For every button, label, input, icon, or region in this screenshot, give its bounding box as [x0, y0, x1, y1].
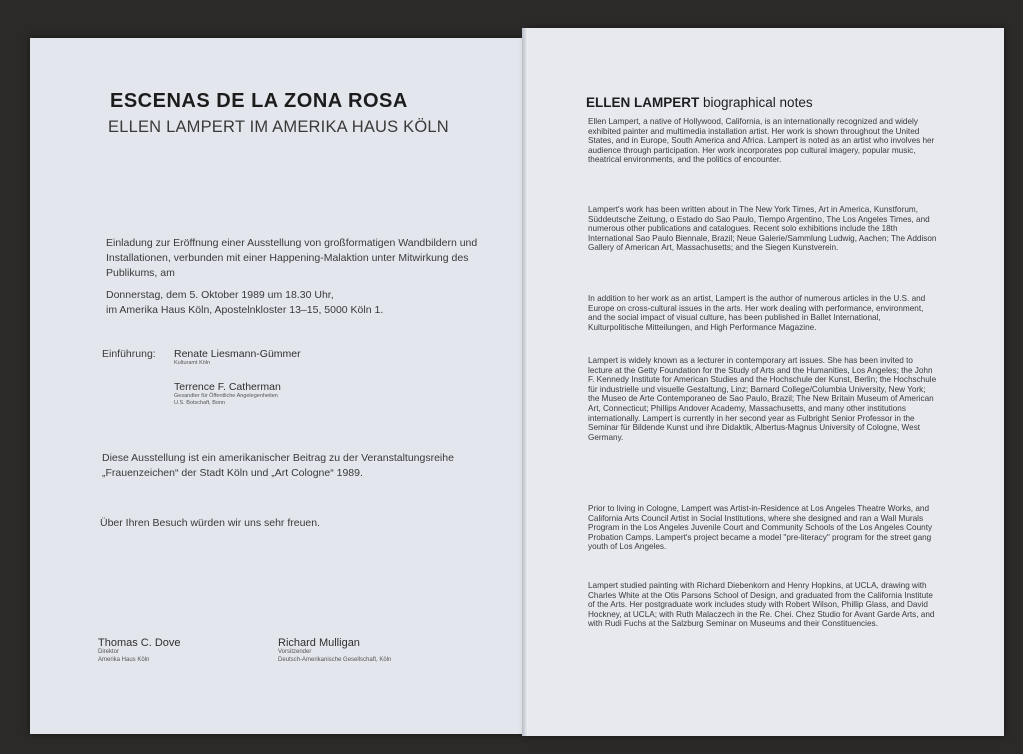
exhibition-subtitle: ELLEN LAMPERT IM AMERIKA HAUS KÖLN — [108, 118, 449, 136]
bio-paragraph: Ellen Lampert, a native of Hollywood, California, is an internationally recognized and widely exhibited painter and multimedia installation artist. Her work is shown throughout the United States, and in Europe, South America and Africa. Lampert is noted as an artist who involves her audience through participation. Her work incorporates pop cultural imagery, popular music, theatrical environments, and the politics of encounter. — [588, 117, 935, 165]
exhibition-title: ESCENAS DE LA ZONA ROSA — [110, 90, 408, 112]
bio-title — [586, 95, 813, 110]
intro-label: Einführung: — [102, 348, 156, 360]
speaker — [174, 348, 301, 367]
speaker-role-2: U.S. Botschaft, Bonn — [174, 400, 226, 406]
date-place — [106, 288, 506, 318]
signature — [278, 637, 391, 664]
signature-name: Thomas C. Dove — [98, 637, 181, 649]
signature-role: Direktor — [98, 649, 120, 655]
bio-title-name: ELLEN LAMPERT — [586, 95, 700, 110]
bio-paragraph: Lampert studied painting with Richard Diebenkorn and Henry Hopkins, at UCLA, drawing with Charles White at the Otis Parsons School of Design, and graduated from the California Institute of the Arts. Her postgraduate work includes study with Robert Wilson, Phillip Glass, and David Hockney, at UCLA; with Ruth Malaczech in the Re. Chei. Chez Studio for Avant Garde Arts, and with Rudi Fuchs at the Salzburg Seminar on Museums and their Constituencies. — [588, 581, 935, 629]
bio-paragraph: In addition to her work as an artist, Lampert is the author of numerous articles in the U.S. and Europe on cross-cultural issues in the arts. Her work dealing with performance, environment, and the social impact of visual culture, has been published in Ballet International, Kulturpolitische Mitteilungen, and High Performance Magazine. — [588, 294, 926, 332]
signature-name: Richard Mulligan — [278, 637, 360, 649]
invitation-text: Einladung zur Eröffnung einer Ausstellung von großformatigen Wandbildern und Installationen, verbunden mit einer Happening-Malaktion unter Mitwirkung des Publikums, am — [106, 237, 478, 279]
contribution-text: Diese Ausstellung ist ein amerikanischer Beitrag zu der Veranstaltungsreihe „Frauenzeichen“ der Stadt Köln und „Art Cologne“ 1989. — [102, 452, 454, 479]
speaker-role: Kulturamt Köln — [174, 360, 211, 366]
bio-page — [526, 28, 1004, 736]
speaker-role: Gesandter für Öffentliche Angelegenheiten — [174, 393, 278, 399]
signature-org: Deutsch-Amerikanische Gesellschaft, Köln — [278, 656, 392, 663]
speaker — [174, 381, 281, 407]
center-fold — [522, 28, 528, 736]
invitation-page — [30, 38, 526, 734]
place-line: im Amerika Haus Köln, Apostelnkloster 13–15, 5000 Köln 1. — [106, 304, 384, 316]
bio-paragraph: Prior to living in Cologne, Lampert was Artist-in-Residence at Los Angeles Theatre Works, and California Arts Council Artist in Social Institutions, where she designed and ran a Wall Murals Program in the Los Angeles Juvenile Court and Community Schools of the Los Angeles County Probation Camps. Lampert's project became a model "pre-literacy" program for the street gang youth of Los Angeles. — [588, 504, 933, 552]
bio-paragraph: Lampert is widely known as a lecturer in contemporary art issues. She has been invited to lecture at the Getty Foundation for the Study of Arts and the Humanities, Los Angeles; the John F. Kennedy Institute for American Studies and the Hochschule der Kunst, Berlin; the Hochschule für industrielle und visuelle Gestaltung, Linz; Barnard College/Columbia University, New York; the Museo de Arte Contemporaneo de Sao Paulo, Brazil; The New Britain Museum of American Art, Connecticut; Phillips Andover Academy, Massachusetts, and many other institutions internationally. Lampert is currently in her second year as Fulbright Senior Professor in the Seminar für Bildende Kunst und ihre Didaktik, Albertus-Magnus University of Cologne, West Germany. — [588, 356, 937, 442]
signature — [98, 637, 181, 664]
signature-role: Vorsitzender — [278, 649, 312, 655]
speaker-name: Terrence F. Catherman — [174, 381, 281, 393]
thanks-text: Über Ihren Besuch würden wir uns sehr freuen. — [100, 517, 321, 529]
date-line: Donnerstag, dem 5. Oktober 1989 um 18.30 Uhr, — [106, 289, 334, 301]
bio-title-rest: biographical notes — [699, 95, 813, 110]
bio-paragraph: Lampert's work has been written about in The New York Times, Art in America, Kunstforum, Süddeutsche Zeitung, o Estado do Sao Paulo, Tiempo Argentino, The Los Angeles Times, and numerous other publications and catalogues. Recent solo exhibitions include the 18th International Sao Paulo Biennale, Brazil; Neue Galerie/Sammlung Ludwig, Aachen; The Addison Gallery of American Art, Massachusetts; and the Siegen Kunstverein. — [588, 205, 937, 253]
speaker-name: Renate Liesmann-Gümmer — [174, 348, 301, 360]
signature-org: Amerika Haus Köln — [98, 656, 150, 663]
